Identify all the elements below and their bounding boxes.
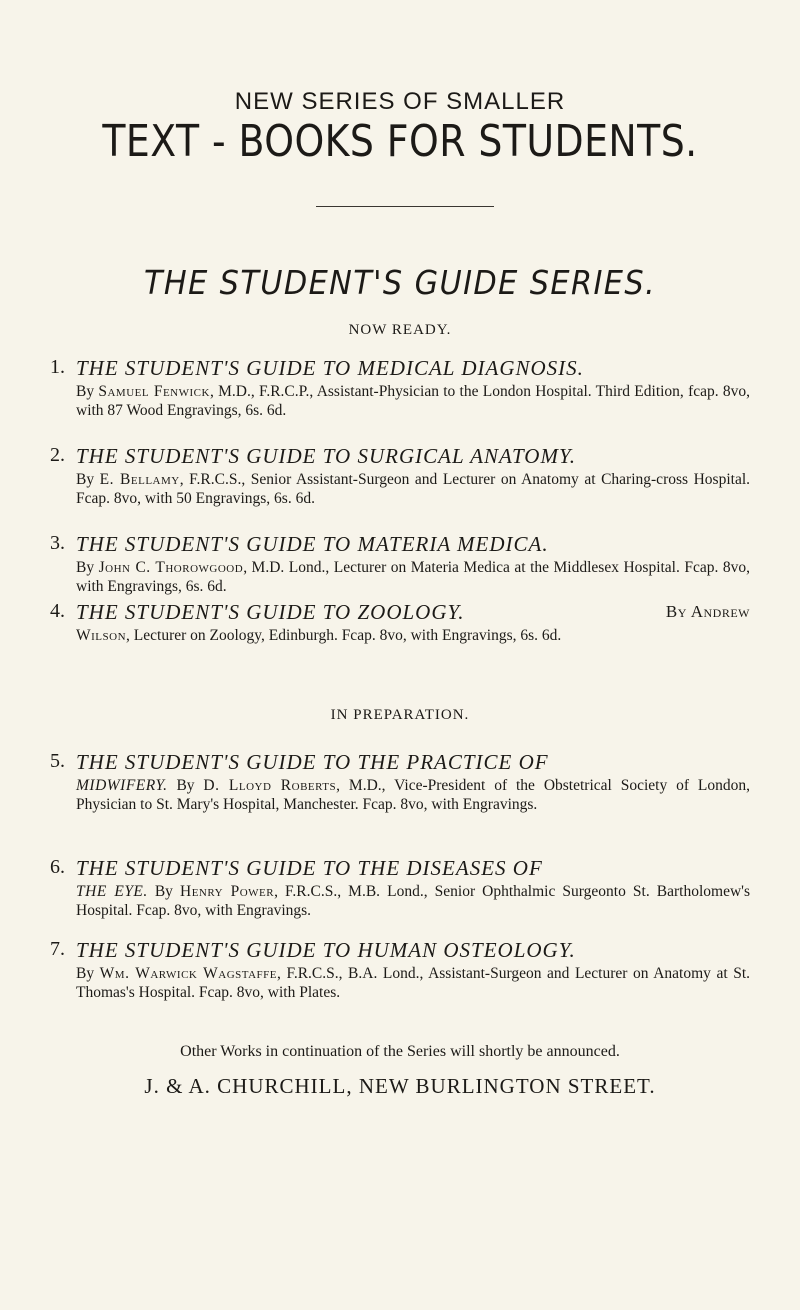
entry-author: D. Lloyd Roberts: [203, 777, 337, 794]
entry-description: By John C. Thorowgood, M.D. Lond., Lecturer on Materia Medica at the Middlesex Hospital. Fcap. 8vo, with Engravings, 6s. 6d.: [76, 559, 750, 595]
section-heading-ready: NOW READY.: [348, 322, 452, 338]
series-note: Other Works in continuation of the Series will shortly be announced.: [180, 1043, 620, 1060]
entry-title: THE STUDENT'S GUIDE TO SURGICAL ANATOMY.: [76, 444, 576, 468]
entry-number: 1.: [50, 356, 65, 378]
entry-title: THE STUDENT'S GUIDE TO THE DISEASES OF: [76, 856, 543, 880]
divider-rule: [316, 206, 494, 207]
entry-title: THE STUDENT'S GUIDE TO MATERIA MEDICA.: [76, 532, 549, 556]
entry-subtitle: MIDWIFERY.: [76, 777, 168, 794]
entry-number: 2.: [50, 444, 65, 466]
entry-author: Henry Power: [180, 883, 275, 900]
entry-author: Wm. Warwick Wagstaffe: [99, 965, 278, 982]
entry-author: E. Bellamy: [99, 471, 180, 488]
entry-1: [50, 356, 750, 420]
entry-description: MIDWIFERY. By D. Lloyd Roberts, M.D., Vice-President of the Obstetrical Society of London, Physician to St. Mary's Hospital, Manchester. Fcap. 8vo, with Engravings.: [76, 777, 750, 813]
entry-description: Wilson, Lecturer on Zoology, Edinburgh. Fcap. 8vo, with Engravings, 6s. 6d.: [76, 627, 562, 644]
entry-number: 6.: [50, 856, 65, 878]
entry-3: [50, 532, 750, 596]
entry-2: [50, 444, 750, 508]
entry-description: By E. Bellamy, F.R.C.S., Senior Assistant-Surgeon and Lecturer on Anatomy at Charing-cross Hospital. Fcap. 8vo, with 50 Engravings, 6s. 6d.: [76, 471, 751, 507]
entry-number: 7.: [50, 938, 65, 960]
entry-title: THE STUDENT'S GUIDE TO ZOOLOGY.: [76, 600, 465, 624]
series-title: THE STUDENT'S GUIDE SERIES.: [143, 263, 657, 302]
entry-title: THE STUDENT'S GUIDE TO THE PRACTICE OF: [76, 750, 549, 774]
entry-author: Samuel Fenwick: [98, 383, 210, 400]
publisher-imprint: J. & A. CHURCHILL, NEW BURLINGTON STREET.: [144, 1074, 656, 1098]
header-title: TEXT - BOOKS FOR STUDENTS.: [102, 116, 698, 167]
entry-5: [50, 750, 750, 814]
entry-number: 4.: [50, 600, 65, 622]
entry-number: 5.: [50, 750, 65, 772]
entry-title: THE STUDENT'S GUIDE TO HUMAN OSTEOLOGY.: [76, 938, 576, 962]
entry-title-byline: By Andrew: [665, 602, 750, 621]
section-heading-preparation: IN PREPARATION.: [330, 707, 470, 723]
entry-description: By Samuel Fenwick, M.D., F.R.C.P., Assistant-Physician to the London Hospital. Third Edition, fcap. 8vo, with 87 Wood Engravings, 6s. 6d.: [76, 383, 751, 419]
header-kicker: NEW SERIES OF SMALLER: [234, 88, 566, 115]
entry-subtitle: THE EYE.: [76, 883, 148, 900]
entry-author: John C. Thorowgood: [98, 559, 244, 576]
entry-number: 3.: [50, 532, 65, 554]
entry-title: THE STUDENT'S GUIDE TO MEDICAL DIAGNOSIS.: [76, 356, 584, 380]
entry-description: By Wm. Warwick Wagstaffe, F.R.C.S., B.A. Lond., Assistant-Surgeon and Lecturer on Anatomy at St. Thomas's Hospital. Fcap. 8vo, with Plates.: [76, 965, 751, 1001]
entry-author: Wilson: [76, 627, 127, 644]
entry-7: [50, 938, 750, 1002]
entry-6: [50, 856, 750, 920]
entry-4: [50, 600, 750, 645]
entry-description: THE EYE. By Henry Power, F.R.C.S., M.B. Lond., Senior Ophthalmic Surgeonto St. Bartholomew's Hospital. Fcap. 8vo, with Engravings.: [76, 883, 750, 919]
